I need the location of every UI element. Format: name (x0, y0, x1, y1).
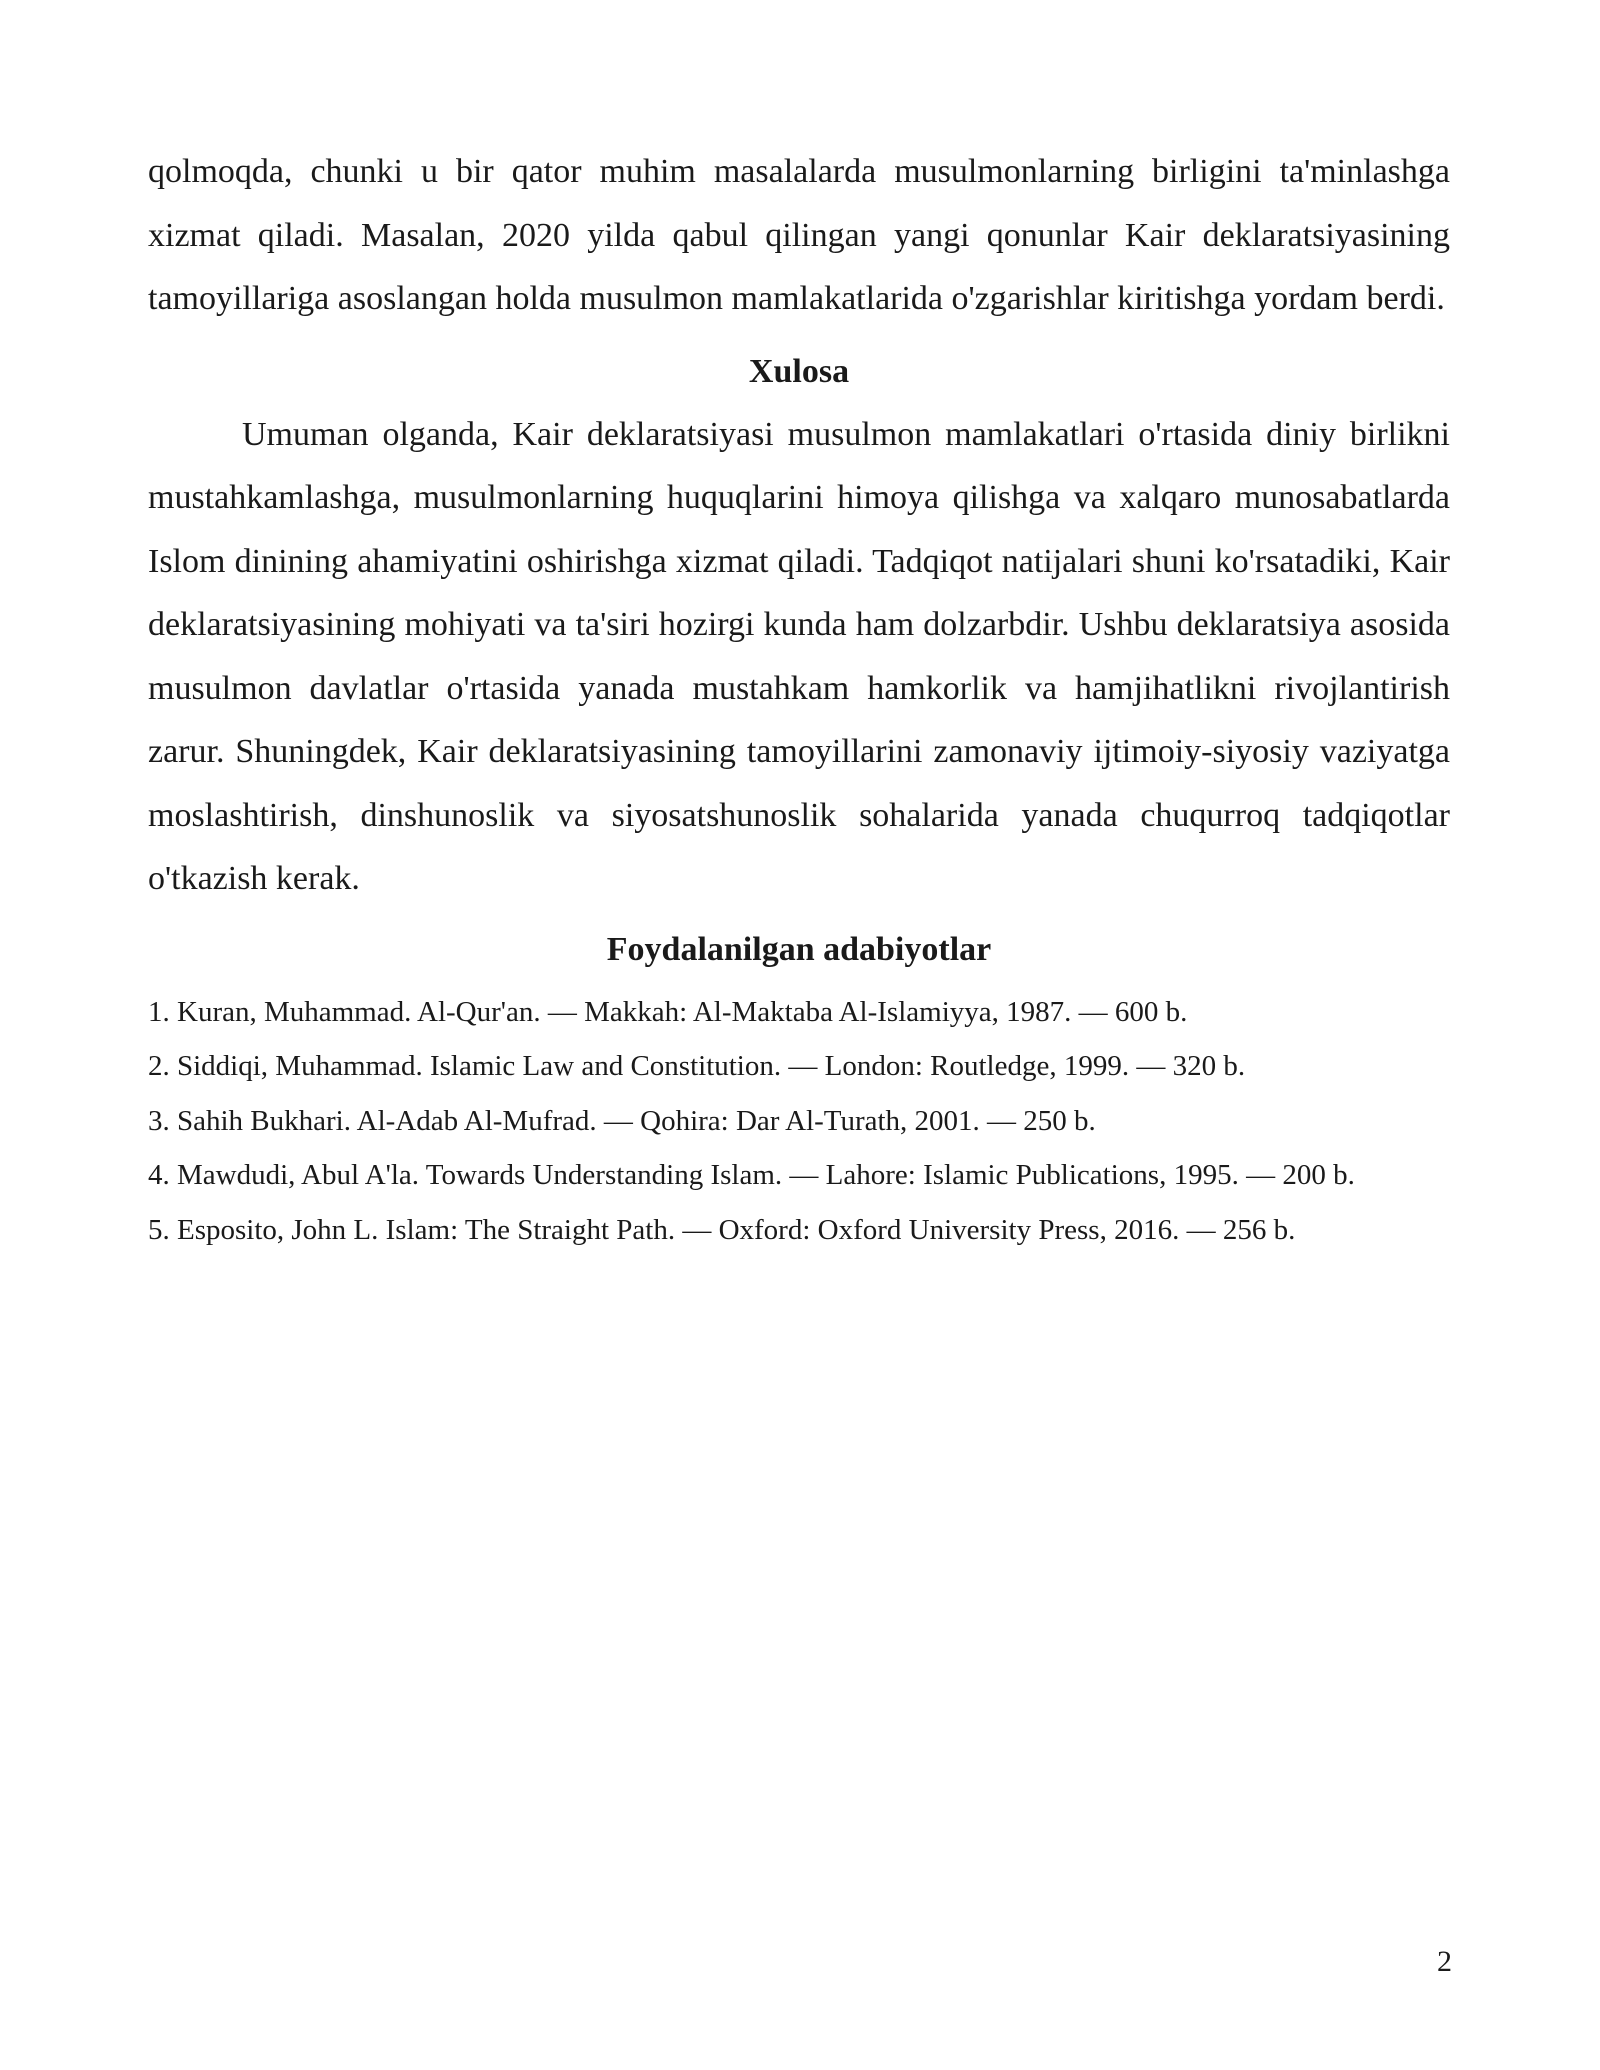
document-page (148, 140, 1450, 1257)
reference-item: 2. Siddiqi, Muhammad. Islamic Law and Constitution. — London: Routledge, 1999. — 320 b. (148, 1050, 1246, 1082)
reference-item: 3. Sahih Bukhari. Al-Adab Al-Mufrad. — Qohira: Dar Al-Turath, 2001. — 250 b. (148, 1104, 1096, 1137)
conclusion-heading: Xulosa (748, 352, 850, 390)
references-heading: Foydalanilgan adabiyotlar (606, 930, 992, 968)
intro-paragraph: qolmoqda, chunki u bir qator muhim masalalarda musulmonlarning birligini ta'minlashga xizmat qiladi. Masalan, 2020 yilda qabul qilingan yangi qonunlar Kair deklaratsiyasining tamoyillariga asoslangan holda musulmon mamlakatlarida o'zgarishlar kiritishga yordam berdi. (148, 153, 1450, 317)
reference-item: 1. Kuran, Muhammad. Al-Qur'an. — Makkah: Al-Maktaba Al-Islamiyya, 1987. — 600 b. (148, 995, 1188, 1028)
page-number: 2 (1437, 1945, 1452, 1978)
conclusion-paragraph: Umuman olganda, Kair deklaratsiyasi musulmon mamlakatlari o'rtasida diniy birlikni mustahkamlashga, musulmonlarning huquqlarini himoya qilishga va xalqaro munosabatlarda Islom dinining ahamiyatini oshirishga xizmat qiladi. Tadqiqot natijalari shuni ko'rsatadiki, Kair deklaratsiyasining mohiyati va ta'siri hozirgi kunda ham dolzarbdir. Ushbu deklaratsiya asosida musulmon davlatlar o'rtasida yanada mustahkam hamkorlik va hamjihatlikni rivojlantirish zarur. Shuningdek, Kair deklaratsiyasining tamoyillarini zamonaviy ijtimoiy-siyosiy vaziyatga moslashtirish, dinshunoslik va siyosatshunoslik sohalarida yanada chuqurroq tadqiqotlar o'tkazish kerak. (148, 415, 1450, 897)
references-list (148, 985, 1450, 1258)
reference-item: 5. Esposito, John L. Islam: The Straight Path. — Oxford: Oxford University Press, 2016. — 256 b. (148, 1213, 1296, 1246)
reference-item: 4. Mawdudi, Abul A'la. Towards Understanding Islam. — Lahore: Islamic Publications, 1995. — 200 b. (148, 1159, 1355, 1191)
